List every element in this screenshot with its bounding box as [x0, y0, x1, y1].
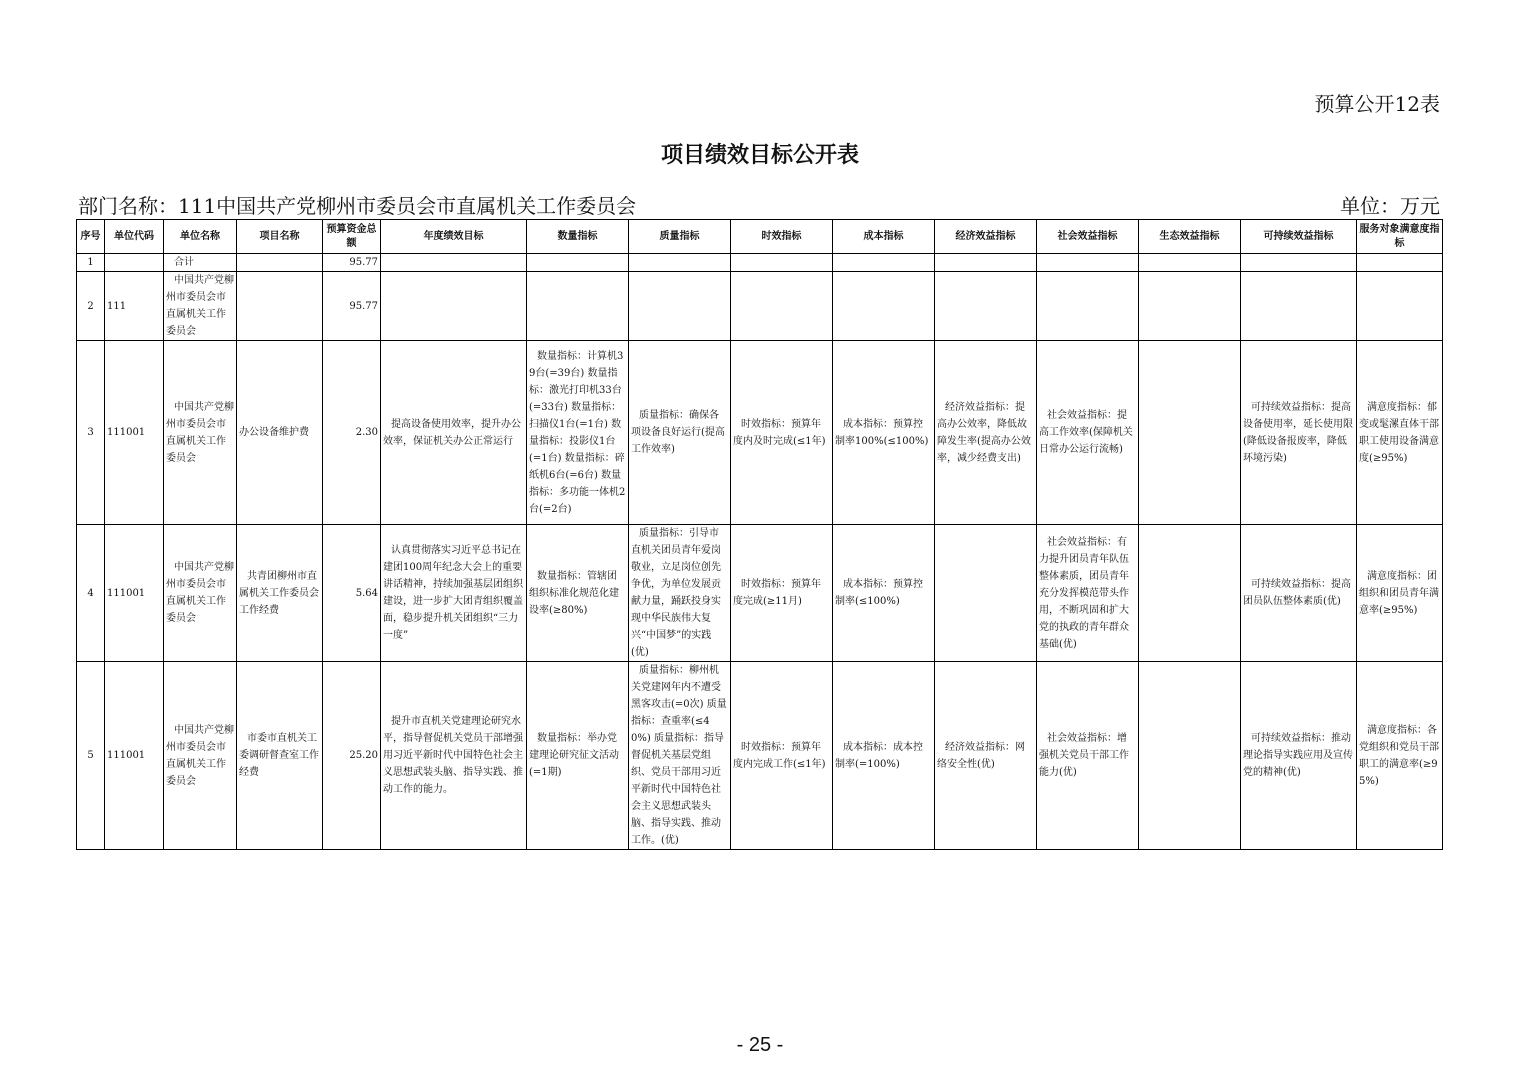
cell-quantity: 数量指标：管辖团组织标准化规范化建设率(≥80%) [527, 525, 629, 662]
col-header-social: 社会效益指标 [1037, 220, 1139, 254]
cell-goal [381, 254, 527, 272]
page-number: - 25 - [736, 1034, 784, 1056]
col-header-unit-code: 单位代码 [105, 220, 164, 254]
cell-unit: 中国共产党柳州市委员会市直属机关工作委员会 [164, 341, 237, 525]
cell-sustainable: 可持续效益指标：提高团员队伍整体素质(优) [1241, 525, 1357, 662]
cell-quality [629, 272, 731, 341]
document-title: 项目绩效目标公开表 [660, 143, 859, 168]
cell-quality [629, 254, 731, 272]
cell-timeliness: 时效指标：预算年度完成(≥11月) [731, 525, 833, 662]
cell-project [237, 254, 323, 272]
cell-unit: 中国共产党柳州市委员会市直属机关工作委员会 [164, 272, 237, 341]
cell-project [237, 272, 323, 341]
cell-quality: 质量指标：引导市直机关团员青年爱岗敬业，立足岗位创先争优，为单位发展贡献力量，踊跃投身实现中华民族伟大复兴“中国梦”的实践(优) [629, 525, 731, 662]
cell-budget: 5.64 [323, 525, 381, 662]
cell-social [1037, 254, 1139, 272]
cell-ecological [1139, 272, 1241, 341]
cell-timeliness: 时效指标：预算年度内及时完成(≤1年) [731, 341, 833, 525]
col-header-satisfaction: 服务对象满意度指标 [1357, 220, 1443, 254]
cell-goal: 提高设备使用效率，提升办公效率，保证机关办公正常运行 [381, 341, 527, 525]
cell-ecological [1139, 341, 1241, 525]
cell-code: 111001 [105, 525, 164, 662]
cell-economic: 经济效益指标：提高办公效率，降低故障发生率(提高办公效率，减少经费支出) [935, 341, 1037, 525]
cell-quantity: 数量指标：计算机39台(=39台) 数量指标：激光打印机33台(=33台) 数量指标：扫描仪1台(=1台) 数量指标：投影仪1台(=1台) 数量指标：碎纸机6台(=6台) 数量指标：多功能一体机2台(=2台) [527, 341, 629, 525]
cell-satisfaction [1357, 254, 1443, 272]
col-header-unit-name: 单位名称 [164, 220, 237, 254]
cell-cost [833, 254, 935, 272]
cell-no: 4 [77, 525, 105, 662]
col-header-cost: 成本指标 [833, 220, 935, 254]
cell-sustainable: 可持续效益指标：提高设备使用率，延长使用限(降低设备报废率，降低环境污染) [1241, 341, 1357, 525]
table-row [77, 662, 1443, 850]
table-row [77, 254, 1443, 272]
cell-budget: 2.30 [323, 341, 381, 525]
cell-ecological [1139, 525, 1241, 662]
performance-table [76, 219, 1443, 850]
cell-goal [381, 272, 527, 341]
cell-sustainable: 可持续效益指标：推动理论指导实践应用及宣传党的精神(优) [1241, 662, 1357, 850]
table-row [77, 525, 1443, 662]
cell-timeliness [731, 272, 833, 341]
cell-goal: 认真贯彻落实习近平总书记在建团100周年纪念大会上的重要讲话精神，持续加强基层团组织建设，进一步扩大团青组织覆盖面，稳步提升机关团组织“三力一度” [381, 525, 527, 662]
cell-satisfaction [1357, 272, 1443, 341]
cell-ecological [1139, 662, 1241, 850]
cell-code: 111 [105, 272, 164, 341]
cell-unit: 中国共产党柳州市委员会市直属机关工作委员会 [164, 662, 237, 850]
col-header-economic: 经济效益指标 [935, 220, 1037, 254]
cell-budget: 95.77 [323, 272, 381, 341]
cell-quality: 质量指标：确保各项设备良好运行(提高工作效率) [629, 341, 731, 525]
cell-quality: 质量指标：柳州机关党建网年内不遭受黑客攻击(=0次) 质量指标：查重率(≤40%) 质量指标：指导督促机关基层党组织、党员干部用习近平新时代中国特色社会主义思想武装头脑、指导实践、推动工作。(优) [629, 662, 731, 850]
col-header-no: 序号 [77, 220, 105, 254]
cell-sustainable [1241, 272, 1357, 341]
table-row [77, 341, 1443, 525]
cell-social: 社会效益指标：提高工作效率(保障机关日常办公运行流畅) [1037, 341, 1139, 525]
col-header-budget: 预算资金总额 [323, 220, 381, 254]
unit-label: 单位：万元 [1340, 194, 1440, 218]
cell-budget: 95.77 [323, 254, 381, 272]
col-header-sustainable: 可持续效益指标 [1241, 220, 1357, 254]
cell-economic: 经济效益指标：网络安全性(优) [935, 662, 1037, 850]
cell-no: 5 [77, 662, 105, 850]
col-header-quality: 质量指标 [629, 220, 731, 254]
cell-economic [935, 272, 1037, 341]
cell-economic [935, 254, 1037, 272]
cell-social [1037, 272, 1139, 341]
cell-code: 111001 [105, 662, 164, 850]
cell-sustainable [1241, 254, 1357, 272]
col-header-quantity: 数量指标 [527, 220, 629, 254]
cell-goal: 提升市直机关党建理论研究水平，指导督促机关党员干部增强用习近平新时代中国特色社会主义思想武装头脑、指导实践、推动工作的能力。 [381, 662, 527, 850]
col-header-timeliness: 时效指标 [731, 220, 833, 254]
cell-economic [935, 525, 1037, 662]
cell-unit: 中国共产党柳州市委员会市直属机关工作委员会 [164, 525, 237, 662]
cell-no: 2 [77, 272, 105, 341]
col-header-project-name: 项目名称 [237, 220, 323, 254]
cell-social: 社会效益指标：增强机关党员干部工作能力(优) [1037, 662, 1139, 850]
cell-project: 市委市直机关工委调研督查室工作经费 [237, 662, 323, 850]
cell-quantity: 数量指标：举办党建理论研究征文活动(=1期) [527, 662, 629, 850]
cell-satisfaction: 满意度指标：各党组织和党员干部职工的满意率(≥95%) [1357, 662, 1443, 850]
cell-quantity [527, 272, 629, 341]
form-number: 预算公开12表 [1314, 92, 1440, 116]
cell-timeliness: 时效指标：预算年度内完成工作(≤1年) [731, 662, 833, 850]
cell-ecological [1139, 254, 1241, 272]
cell-satisfaction: 满意度指标：郁变或髦漯直体干部职工使用设备满意度(≥95%) [1357, 341, 1443, 525]
cell-no: 3 [77, 341, 105, 525]
cell-budget: 25.20 [323, 662, 381, 850]
department-name: 部门名称：111中国共产党柳州市委员会市直属机关工作委员会 [78, 194, 637, 218]
col-header-annual-goal: 年度绩效目标 [381, 220, 527, 254]
table-row [77, 272, 1443, 341]
cell-cost: 成本指标：预算控制率(≤100%) [833, 525, 935, 662]
cell-cost: 成本指标：预算控制率100%(≤100%) [833, 341, 935, 525]
cell-cost [833, 272, 935, 341]
cell-project: 共青团柳州市直属机关工作委员会工作经费 [237, 525, 323, 662]
cell-timeliness [731, 254, 833, 272]
cell-quantity [527, 254, 629, 272]
cell-code [105, 254, 164, 272]
cell-project: 办公设备维护费 [237, 341, 323, 525]
header-row [77, 220, 1443, 254]
cell-unit: 合计 [164, 254, 237, 272]
col-header-ecological: 生态效益指标 [1139, 220, 1241, 254]
cell-code: 111001 [105, 341, 164, 525]
cell-social: 社会效益指标：有力提升团员青年队伍整体素质，团员青年充分发挥模范带头作用，不断巩固和扩大党的执政的青年群众基础(优) [1037, 525, 1139, 662]
cell-satisfaction: 满意度指标：团组织和团员青年满意率(≥95%) [1357, 525, 1443, 662]
cell-no: 1 [77, 254, 105, 272]
cell-cost: 成本指标：成本控制率(=100%) [833, 662, 935, 850]
